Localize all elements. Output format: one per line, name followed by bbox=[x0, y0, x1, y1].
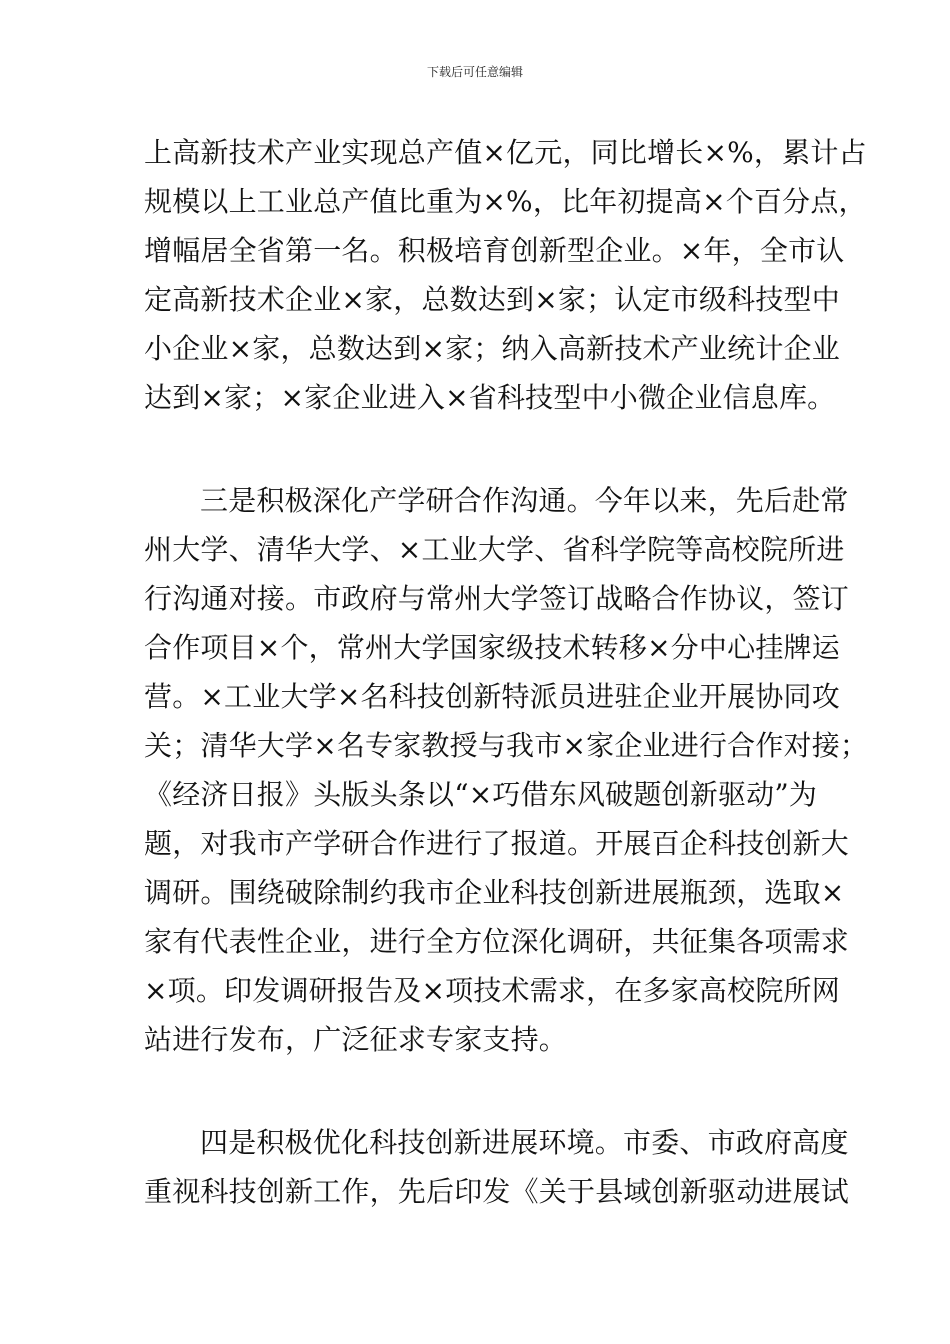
paragraph-line: 合作项目×个，常州大学国家级技术转移×分中心挂牌运 bbox=[144, 631, 840, 664]
paragraph-line: 营。×工业大学×名科技创新特派员进驻企业开展协同攻 bbox=[144, 680, 840, 713]
paragraph-line: 州大学、清华大学、×工业大学、省科学院等高校院所进 bbox=[144, 533, 845, 566]
paragraph-1 bbox=[144, 128, 867, 422]
paragraph-line: 小企业×家，总数达到×家；纳入高新技术产业统计企业 bbox=[144, 332, 840, 365]
paragraph-line: 重视科技创新工作，先后印发《关于县域创新驱动进展试 bbox=[144, 1175, 850, 1208]
paragraph-line: 关；清华大学×名专家教授与我市×家企业进行合作对接； bbox=[144, 729, 869, 762]
paragraph-line: 定高新技术企业×家，总数达到×家；认定市级科技型中 bbox=[144, 283, 840, 316]
paragraph-line: 家有代表性企业，进行全方位深化调研，共征集各项需求 bbox=[144, 925, 850, 958]
document-body bbox=[144, 128, 869, 1216]
paragraph-line: 达到×家；×家企业进入×省科技型中小微企业信息库。 bbox=[144, 381, 836, 414]
paragraph-line: 调研。围绕破除制约我市企业科技创新进展瓶颈，选取× bbox=[144, 876, 845, 909]
download-note: 下载后可任意编辑 bbox=[426, 65, 523, 79]
paragraph-line: ×项。印发调研报告及×项技术需求，在多家高校院所网 bbox=[144, 974, 840, 1007]
paragraph-line: 行沟通对接。市政府与常州大学签订战略合作协议，签订 bbox=[144, 582, 850, 615]
paragraph-2 bbox=[144, 476, 869, 1064]
paragraph-line: 题，对我市产学研合作进行了报道。开展百企科技创新大 bbox=[144, 827, 850, 860]
paragraph-line: 《经济日报》头版头条以“×巧借东风破题创新驱动”为 bbox=[144, 778, 818, 811]
paragraph-line: 三是积极深化产学研合作沟通。今年以来，先后赴常 bbox=[200, 484, 849, 517]
paragraph-3 bbox=[144, 1118, 850, 1216]
paragraph-line: 上高新技术产业实现总产值×亿元，同比增长×%，累计占 bbox=[144, 136, 867, 169]
paragraph-line: 站进行发布，广泛征求专家支持。 bbox=[144, 1023, 568, 1056]
paragraph-line: 规模以上工业总产值比重为×%，比年初提高×个百分点， bbox=[144, 185, 867, 218]
paragraph-line: 四是积极优化科技创新进展环境。市委、市政府高度 bbox=[200, 1126, 849, 1159]
paragraph-line: 增幅居全省第一名。积极培育创新型企业。×年，全市认 bbox=[144, 234, 845, 267]
